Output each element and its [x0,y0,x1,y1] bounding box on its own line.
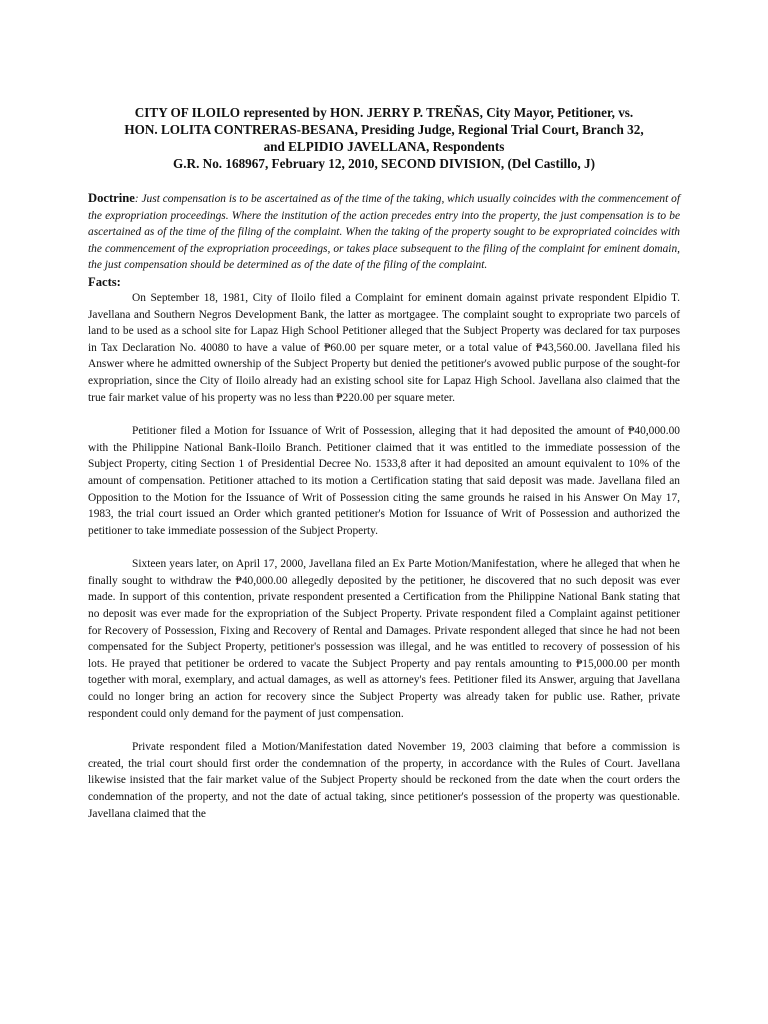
case-citation: G.R. No. 168967, February 12, 2010, SECOND DIVISION, (Del Castillo, J) [173,156,595,171]
case-title [88,104,680,172]
case-title-line-3: and ELPIDIO JAVELLANA, Respondents [263,139,505,154]
facts-paragraph-4: Private respondent filed a Motion/Manifestation dated November 19, 2003 claiming that before a commission is created, the trial court should first order the condemnation of the property, in accordance with the Rules of Court. Javellana likewise insisted that the fair market value of the Subject Property should be reckoned from the date when the court orders the condemnation of the property, and not the date of actual taking, since petitioner's possession of the property was questionable. Javellana claimed that the [88,741,680,820]
facts-paragraph-1: On September 18, 1981, City of Iloilo filed a Complaint for eminent domain against private respondent Elpidio T. Javellana and Southern Negros Development Bank, the latter as mortgagee. The complaint sought to expropriate two parcels of land to be used as a school site for Lapaz High School Petitioner alleged that the Subject Property was declared for tax purposes in Tax Declaration No. 40080 to have a value of ₱60.00 per square meter, or a total value of ₱43,560.00. Javellana filed his Answer where he admitted ownership of the Subject Property but denied the petitioner's avowed public purpose of the sought-for expropriation, since the City of Iloilo already had an existing school site for Lapaz High School. Javellana also claimed that the true fair market value of his property was no less than ₱220.00 per square meter. [88,291,680,404]
case-title-line-1: CITY OF ILOILO represented by HON. JERRY P. TREÑAS, City Mayor, Petitioner, vs. [134,105,634,120]
doctrine-label: Doctrine [88,191,135,205]
facts-paragraph-2: Petitioner filed a Motion for Issuance of Writ of Possession, alleging that it had deposited the amount of ₱40,000.00 with the Philippine National Bank-Iloilo Branch. Petitioner claimed that it was entitled to the immediate possession of the Subject Property, citing Section 1 of Presidential Decree No. 1533,8 after it had deposited an amount equivalent to 10% of the amount of compensation. Petitioner attached to its motion a Certification stating that said deposit was made. Javellana filed an Opposition to the Motion for the Issuance of Writ of Possession citing the same grounds he raised in his Answer On May 17, 1983, the trial court issued an Order which granted petitioner's Motion for Issuance of Writ of Possession and authorized the petitioner to take immediate possession of the Subject Property. [88,425,680,537]
facts-heading: Facts: [88,274,121,289]
doctrine-section [88,190,680,274]
case-title-line-2: HON. LOLITA CONTRERAS-BESANA, Presiding Judge, Regional Trial Court, Branch 32, [124,122,644,137]
doctrine-text: : Just compensation is to be ascertained as of the time of the taking, which usually coincides with the commencement of the expropriation proceedings. Where the institution of the action precedes entry into the property, the just compensation is to be ascertained as of the time of the filing of the complaint. When the taking of the property sought to be expropriated coincides with the commencement of the expropriation proceedings, or takes place subsequent to the filing of the complaint for eminent domain, the just compensation should be determined as of the date of the filing of the complaint. [88,193,680,272]
facts-paragraph-3: Sixteen years later, on April 17, 2000, Javellana filed an Ex Parte Motion/Manifestation, where he alleged that when he finally sought to withdraw the ₱40,000.00 allegedly deposited by the petitioner, he discovered that no such deposit was ever made. In support of this contention, private respondent presented a Certification from the Philippine National Bank stating that no deposit was ever made for the expropriation of the Subject Property. Private respondent filed a Complaint against petitioner for Recovery of Possession, Fixing and Recovery of Rental and Damages. Private respondent alleged that since he had not been compensated for the Subject Property, petitioner's possession was illegal, and he was entitled to recovery of possession of his lots. He prayed that petitioner be ordered to vacate the Subject Property and pay rentals amounting to ₱15,000.00 per month together with moral, exemplary, and actual damages, as well as attorney's fees. Petitioner filed its Answer, arguing that Javellana could no longer bring an action for recovery since the Subject Property was already taken for public use. Rather, private respondent could only demand for the payment of just compensation. [88,558,680,720]
